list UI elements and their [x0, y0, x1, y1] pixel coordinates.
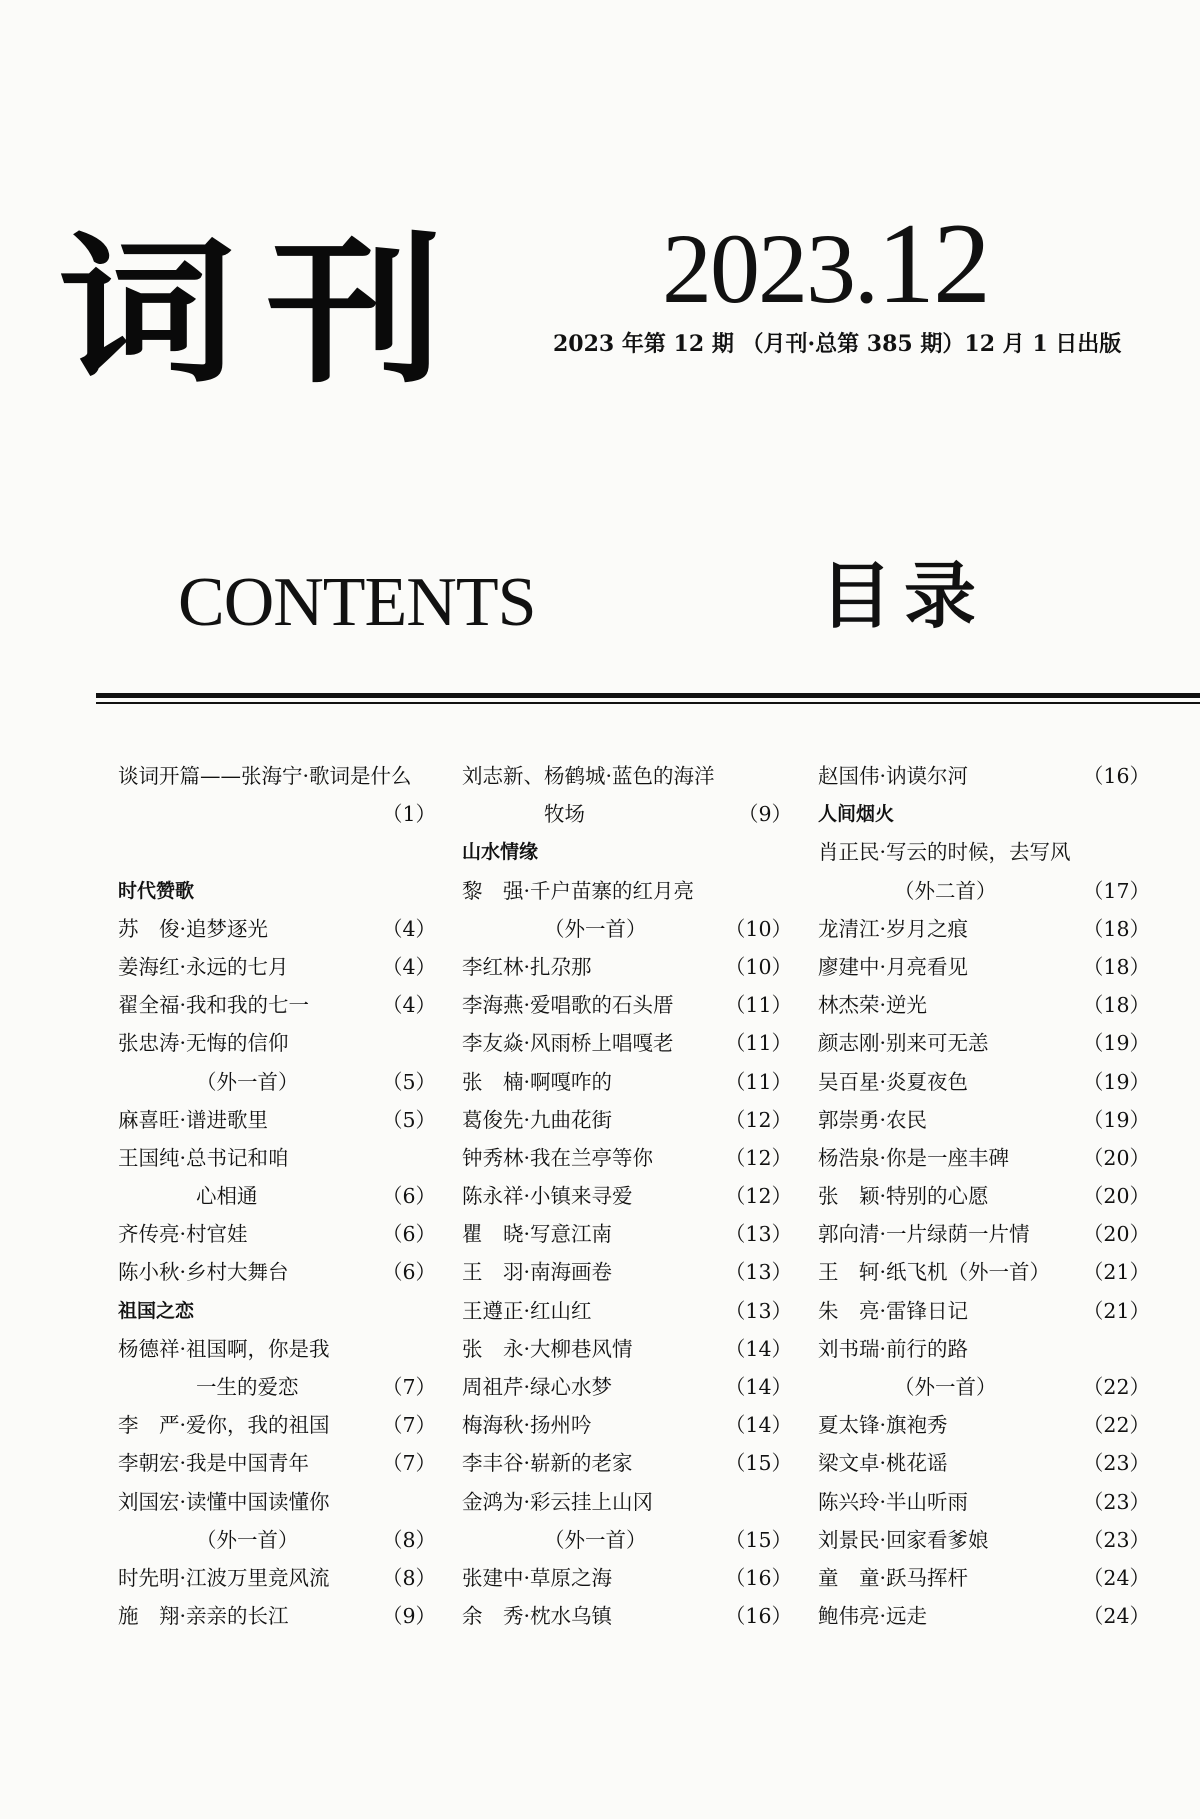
toc-entry [462, 795, 792, 833]
entry-page-number: （11） [724, 993, 792, 1018]
toc-entry [118, 1559, 436, 1597]
toc-entry [462, 948, 792, 986]
entry-page-number: （12） [724, 1184, 792, 1209]
entry-title: （外一首） [196, 1527, 299, 1552]
entry-title: （外二首） [894, 878, 997, 903]
toc-entry [818, 872, 1150, 910]
toc-entry [462, 1215, 792, 1253]
toc-column-1 [118, 757, 436, 1635]
entry-page-number: （7） [381, 1451, 436, 1476]
entry-title: 龙清江·岁月之痕 [818, 916, 969, 941]
toc-entry [118, 1253, 436, 1291]
toc-entry [462, 1139, 792, 1177]
entry-title: 李 严·爱你，我的祖国 [118, 1413, 330, 1438]
toc-entry [118, 1215, 436, 1253]
entry-page-number: （11） [724, 1031, 792, 1056]
entry-title: 瞿 晓·写意江南 [462, 1222, 613, 1247]
entry-title: 夏太锋·旗袍秀 [818, 1413, 948, 1438]
entry-title: 翟全福·我和我的七一 [118, 993, 310, 1018]
toc-entry [462, 1368, 792, 1406]
entry-page-number: （14） [724, 1375, 792, 1399]
toc-entry [118, 1024, 436, 1062]
entry-page-number: （17） [1082, 878, 1150, 903]
entry-title: 麻喜旺·谱进歌里 [118, 1107, 269, 1132]
entry-page-number: （13） [724, 1260, 792, 1285]
toc-entry [462, 1559, 792, 1597]
entry-page-number: （19） [1082, 1031, 1150, 1056]
entry-title: 黎 强·千户苗寨的红月亮 [462, 878, 695, 903]
toc-entry [818, 1292, 1150, 1330]
entry-page-number: （23） [1082, 1451, 1150, 1476]
toc-entry [462, 1406, 792, 1444]
entry-page-number: （13） [724, 1222, 792, 1247]
entry-page-number: （21） [1082, 1260, 1150, 1285]
toc-entry [818, 1024, 1150, 1062]
section-title: 山水情缘 [462, 841, 539, 864]
entry-title: 朱 亮·雷锋日记 [818, 1298, 969, 1323]
divider-rule-thin [96, 702, 1200, 704]
toc-entry [462, 757, 792, 795]
toc-entry [818, 1597, 1150, 1635]
toc-spacer [118, 833, 436, 871]
toc-section-heading [118, 1292, 436, 1330]
entry-page-number: （4） [381, 916, 436, 941]
toc-entry [818, 1483, 1150, 1521]
toc-entry [118, 795, 436, 833]
toc-section-heading [462, 833, 792, 871]
entry-page-number: （8） [381, 1565, 436, 1590]
entry-title: 周祖芹·绿心水梦 [462, 1375, 613, 1399]
entry-page-number: （12） [724, 1145, 792, 1170]
entry-title: 李海燕·爱唱歌的石头厝 [462, 993, 674, 1018]
entry-title: 陈小秋·乡村大舞台 [118, 1260, 289, 1285]
entry-page-number: （23） [1082, 1489, 1150, 1514]
toc-entry [462, 872, 792, 910]
toc-entry [462, 1330, 792, 1368]
toc-entry [818, 1330, 1150, 1368]
entry-page-number: （16） [1082, 764, 1150, 788]
entry-title: 钟秀林·我在兰亭等你 [462, 1145, 654, 1170]
toc-section-heading [118, 872, 436, 910]
entry-title: 施 翔·亲亲的长江 [118, 1604, 289, 1629]
entry-page-number: （6） [381, 1184, 436, 1209]
entry-title: 梅海秋·扬州吟 [462, 1413, 592, 1438]
toc-entry [818, 1253, 1150, 1291]
entry-title: 张忠涛·无悔的信仰 [118, 1031, 289, 1056]
entry-page-number: （22） [1082, 1375, 1150, 1399]
entry-page-number: （21） [1082, 1298, 1150, 1323]
toc-entry [118, 986, 436, 1024]
issue-year: 2023. [662, 213, 877, 324]
toc-entry [462, 1063, 792, 1101]
entry-page-number: （6） [381, 1222, 436, 1247]
entry-title: 余 秀·枕水乌镇 [462, 1604, 613, 1629]
toc-entry [818, 1368, 1150, 1406]
entry-page-number: （8） [381, 1527, 436, 1552]
entry-page-number: （18） [1082, 916, 1150, 941]
entry-page-number: （9） [737, 802, 792, 827]
issue-number-large [662, 200, 989, 328]
toc-entry [462, 1253, 792, 1291]
entry-page-number: （23） [1082, 1527, 1150, 1552]
entry-title: 李红林·扎尕那 [462, 954, 592, 979]
entry-title: 李丰谷·崭新的老家 [462, 1451, 633, 1476]
toc-entry [818, 1063, 1150, 1101]
toc-entry [462, 1292, 792, 1330]
entry-title: 王 轲·纸飞机（外一首） [818, 1260, 1051, 1285]
entry-title: 牧场 [544, 802, 585, 827]
toc-entry [818, 1101, 1150, 1139]
entry-title: 姜海红·永远的七月 [118, 954, 289, 979]
entry-title: （外一首） [196, 1069, 299, 1094]
entry-page-number: （16） [724, 1565, 792, 1590]
toc-entry [818, 833, 1150, 871]
entry-title: 张 永·大柳巷风情 [462, 1336, 633, 1361]
toc-entry [818, 757, 1150, 795]
entry-title: 张 楠·啊嘎咋的 [462, 1069, 613, 1094]
entry-title: （外一首） [894, 1375, 997, 1399]
toc-entry [818, 1139, 1150, 1177]
entry-title: 张 颖·特别的心愿 [818, 1184, 989, 1209]
toc-entry [462, 1597, 792, 1635]
magazine-logo: 词刊 [58, 218, 474, 405]
entry-page-number: （15） [724, 1527, 792, 1552]
section-title: 人间烟火 [818, 803, 895, 826]
entry-page-number: （6） [381, 1260, 436, 1285]
entry-title: 吴百星·炎夏夜色 [818, 1069, 969, 1094]
entry-page-number: （14） [724, 1413, 792, 1438]
toc-entry [818, 986, 1150, 1024]
toc-entry [462, 1521, 792, 1559]
toc-entry [462, 986, 792, 1024]
entry-page-number: （22） [1082, 1413, 1150, 1438]
toc-entry [462, 910, 792, 948]
toc-entry [818, 1215, 1150, 1253]
toc-entry [818, 1559, 1150, 1597]
entry-page-number: （10） [724, 916, 792, 941]
entry-title: 肖正民·写云的时候，去写风 [818, 840, 1071, 865]
entry-page-number: （5） [381, 1107, 436, 1132]
entry-page-number: （15） [724, 1451, 792, 1476]
entry-title: 杨德祥·祖国啊，你是我 [118, 1336, 330, 1361]
entry-title: 郭向清·一片绿荫一片情 [818, 1222, 1030, 1247]
entry-title: 梁文卓·桃花谣 [818, 1451, 948, 1476]
entry-title: 杨浩泉·你是一座丰碑 [818, 1145, 1010, 1170]
entry-title: 心相通 [196, 1184, 258, 1209]
divider-rule [96, 693, 1200, 698]
entry-page-number: （20） [1082, 1222, 1150, 1247]
entry-title: 林杰荣·逆光 [818, 993, 928, 1018]
entry-page-number: （14） [724, 1336, 792, 1361]
entry-title: 廖建中·月亮看见 [818, 954, 969, 979]
entry-page-number: （19） [1082, 1069, 1150, 1094]
entry-page-number: （18） [1082, 993, 1150, 1018]
entry-page-number: （20） [1082, 1184, 1150, 1209]
entry-page-number: （4） [381, 954, 436, 979]
entry-page-number: （12） [724, 1107, 792, 1132]
toc-entry [118, 1483, 436, 1521]
toc-entry [118, 948, 436, 986]
entry-page-number: （13） [724, 1298, 792, 1323]
entry-title: 刘志新、杨鹤城·蓝色的海洋 [462, 764, 715, 788]
toc-entry [118, 757, 436, 795]
entry-title: 谈词开篇——张海宁·歌词是什么 [118, 764, 412, 788]
toc-entry [462, 1444, 792, 1482]
entry-title: 陈永祥·小镇来寻爱 [462, 1184, 633, 1209]
entry-page-number: （19） [1082, 1107, 1150, 1132]
entry-title: 王 羽·南海画卷 [462, 1260, 613, 1285]
entry-title: 葛俊先·九曲花街 [462, 1107, 613, 1132]
toc-entry [818, 1444, 1150, 1482]
entry-title: 苏 俊·追梦逐光 [118, 916, 269, 941]
entry-title: （外一首） [544, 1527, 647, 1552]
toc-entry [818, 1521, 1150, 1559]
entry-page-number: （20） [1082, 1145, 1150, 1170]
toc-entry [118, 1139, 436, 1177]
entry-title: 李友焱·风雨桥上唱嘎老 [462, 1031, 674, 1056]
entry-page-number: （1） [381, 802, 436, 827]
issue-month: 12 [877, 200, 989, 328]
entry-page-number: （9） [381, 1604, 436, 1629]
entry-page-number: （16） [724, 1604, 792, 1629]
entry-page-number: （24） [1082, 1604, 1150, 1629]
entry-page-number: （5） [381, 1069, 436, 1094]
contents-heading-en: CONTENTS [178, 564, 536, 641]
issue-publication-info: 2023 年第 12 期 （月刊·总第 385 期）12 月 1 日出版 [553, 331, 1122, 357]
entry-page-number: （7） [381, 1375, 436, 1399]
entry-title: 王遵正·红山红 [462, 1298, 592, 1323]
toc-entry [118, 1368, 436, 1406]
entry-title: 郭崇勇·农民 [818, 1107, 928, 1132]
entry-title: 陈兴玲·半山听雨 [818, 1489, 969, 1514]
toc-entry [818, 910, 1150, 948]
entry-title: 童 童·跃马挥杆 [818, 1565, 969, 1590]
toc-entry [118, 910, 436, 948]
entry-title: 刘景民·回家看爹娘 [818, 1527, 989, 1552]
toc-entry [818, 948, 1150, 986]
entry-title: 刘书瑞·前行的路 [818, 1336, 969, 1361]
toc-section-heading [818, 795, 1150, 833]
entry-title: 金鸿为·彩云挂上山冈 [462, 1489, 654, 1514]
entry-title: 颜志刚·别来可无恙 [818, 1031, 989, 1056]
entry-title: 张建中·草原之海 [462, 1565, 613, 1590]
toc-entry [118, 1101, 436, 1139]
entry-page-number: （18） [1082, 954, 1150, 979]
toc-entry [462, 1024, 792, 1062]
toc-entry [462, 1483, 792, 1521]
toc-column-3 [818, 757, 1150, 1635]
section-title: 祖国之恋 [118, 1299, 195, 1322]
toc-entry [462, 1177, 792, 1215]
toc-entry [118, 1406, 436, 1444]
entry-page-number: （7） [381, 1413, 436, 1438]
entry-title: 刘国宏·读懂中国读懂你 [118, 1489, 330, 1514]
entry-title: 鲍伟亮·远走 [818, 1604, 928, 1629]
entry-title: 齐传亮·村官娃 [118, 1222, 248, 1247]
toc-entry [462, 1101, 792, 1139]
toc-entry [118, 1177, 436, 1215]
entry-title: 李朝宏·我是中国青年 [118, 1451, 310, 1476]
entry-page-number: （4） [381, 993, 436, 1018]
entry-page-number: （10） [724, 954, 792, 979]
toc-entry [118, 1063, 436, 1101]
entry-title: 一生的爱恋 [196, 1375, 299, 1399]
toc-entry [818, 1406, 1150, 1444]
entry-title: 赵国伟·讷谟尔河 [818, 764, 969, 788]
entry-title: （外一首） [544, 916, 647, 941]
section-title: 时代赞歌 [118, 879, 195, 902]
toc-entry [118, 1521, 436, 1559]
toc-entry [118, 1444, 436, 1482]
contents-heading-zh: 目录 [820, 554, 989, 638]
entry-page-number: （24） [1082, 1565, 1150, 1590]
toc-column-2 [462, 757, 792, 1635]
entry-page-number: （11） [724, 1069, 792, 1094]
toc-entry [818, 1177, 1150, 1215]
toc-entry [118, 1597, 436, 1635]
entry-title: 时先明·江波万里竞风流 [118, 1565, 330, 1590]
toc-entry [118, 1330, 436, 1368]
entry-title: 王国纯·总书记和咱 [118, 1145, 289, 1170]
